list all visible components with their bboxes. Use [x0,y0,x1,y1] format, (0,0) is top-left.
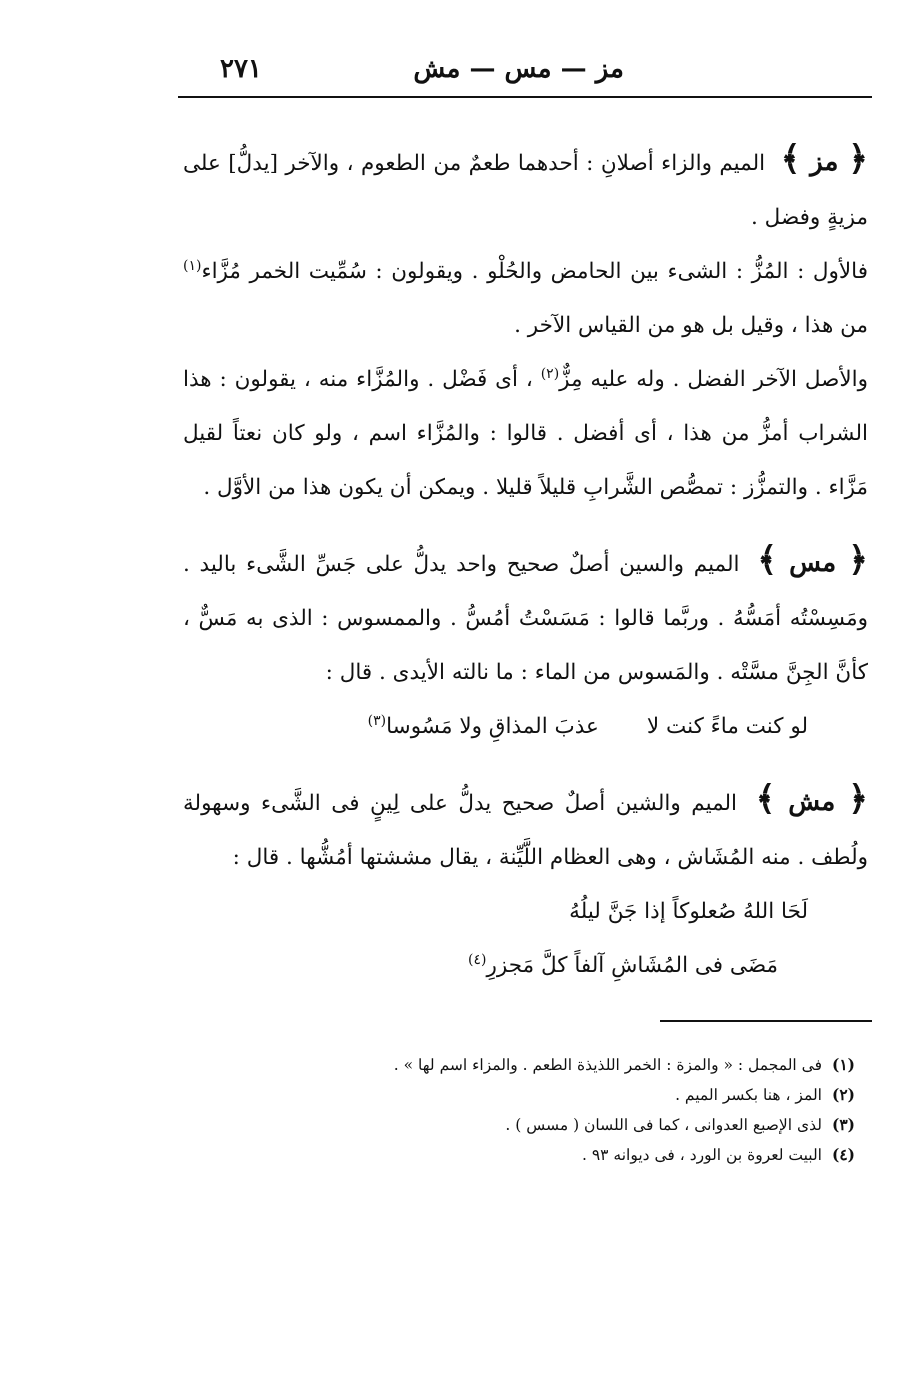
note-ref-4: (٤) [468,951,487,968]
headword-mash: ﴿ مش ﴾ [755,779,868,819]
verse-mash-line-2: مَضَى فى المُشَاشِ آلفاً كلَّ مَجزرِ$^{(٤)}$ [468,951,778,978]
main-text [183,132,868,993]
open-bracket-ornament: ﴿ [848,139,869,179]
entry-mas [183,533,868,700]
note-ref-3: (٣) [367,712,387,729]
verse-mash-line-1: لَحَا اللهُ صُعلوكاً إذا جَنَّ ليلُهُ [569,899,808,924]
footnotes [300,1050,855,1170]
entry-mas-definition: الميم والسين أصلٌ صحيح واحد يدلُّ على جَسِّ الشَّىء باليد . ومَسِسْتُه أمَسُّهُ . وربَّما قالوا : مَسَسْتُ أمُسُّ . والممسوس : الذى به مَسٌّ ، كأنَّ الجِنَّ مسَّتْه . والمَسوس من الماء : ما نالته الأيدى . قال : [183,552,868,685]
entry-maz [183,132,868,245]
header-rule [178,96,872,98]
note-ref-1: (١) [183,257,202,274]
close-bracket-ornament: ﴾ [780,139,801,179]
footnote-rule [660,1020,872,1022]
footnote-1: (١)فى المجمل : « والمزة : الخمر اللذيذة الطعم . والمزاء اسم لها » . [393,1055,855,1074]
footnote-2: (٢)المز ، هنا بكسر الميم . [675,1085,855,1104]
footnote-4: (٤)البيت لعروة بن الورد ، فى ديوانه ٩٣ . [581,1145,855,1164]
entry-mash [183,772,868,885]
entry-maz-second-sense: والأصل الآخر الفضل . وله عليه مِزٌّ$^{(٢)}$ ، أى فَضْل . والمُزَّاء منه ، يقولون : هذا الشراب أمزُّ من هذا ، أى أفضل . قالوا : والمُزَّاء اسم ، ولو كان نعتاً لقيل مَزَّاء . والتمزُّز : تمصُّص الشَّرابِ قليلاً قليلا . ويمكن أن يكون هذا من الأوَّل . [183,365,868,500]
close-bracket-ornament: ﴾ [757,540,778,580]
headword-maz: ﴿ مز ﴾ [780,139,869,179]
footnote-3: (٣)لذى الإصبع العدوانى ، كما فى اللسان ( مسس ) . [505,1115,855,1134]
close-bracket-ornament: ﴾ [755,779,776,819]
open-bracket-ornament: ﴿ [848,540,868,580]
page-header [178,48,872,88]
verse-mas: لو كنت ماءً كنت لاعذبَ المذاقِ ولا مَسُوسا$^{(٣)}$ [367,712,808,739]
entry-maz-first-sense: فالأول : المُزُّ : الشىء بين الحامض والحُلْو . ويقولون : سُمِّيت الخمر مُزَّاء$^{(١)}$ من هذا ، وقيل بل هو من القياس الآخر . [183,257,868,338]
entry-maz-definition: الميم والزاء أصلانِ : أحدهما طعمٌ من الطعوم ، والآخر [يدلُّ] على مزيةٍ وفضل . [183,151,868,230]
headword-mas: ﴿ مس ﴾ [757,540,868,580]
page-number: ٢٧١ [220,54,262,84]
entry-mash-definition: الميم والشين أصلٌ صحيح يدلُّ على لِينٍ فى الشَّىء وسهولة ولُطف . منه المُشَاش ، وهى العظام اللَّيِّنة ، يقال مششتها أمُشُّها . قال : [183,791,868,870]
running-head: مز — مس — مش [413,54,624,84]
note-ref-2: (٢) [540,365,560,382]
open-bracket-ornament: ﴿ [848,779,868,819]
